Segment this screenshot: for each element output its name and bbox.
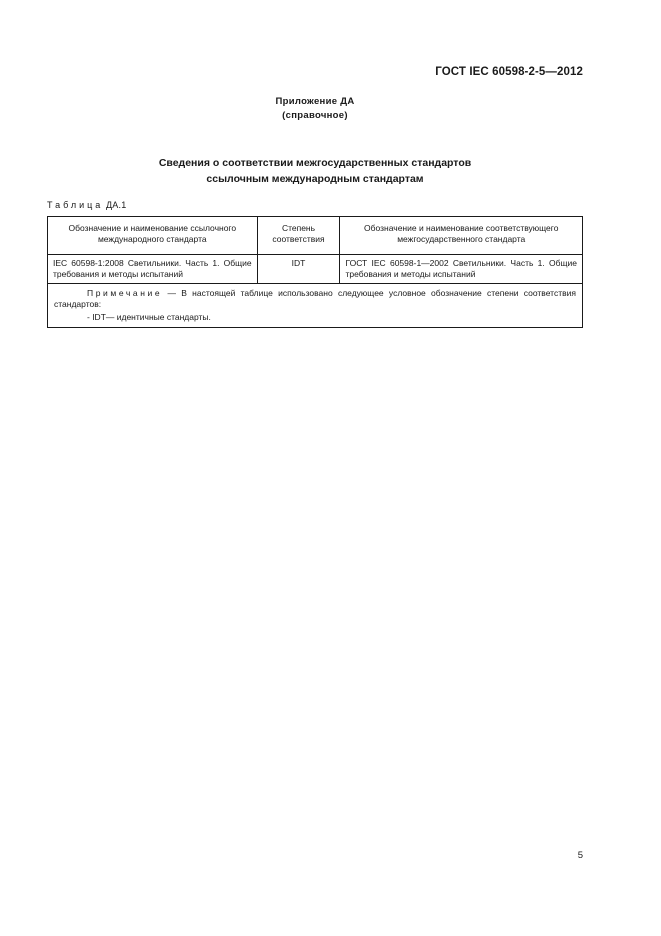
note-item: - IDT— идентичные стандарты.: [87, 312, 211, 322]
cell-interstate-standard: ГОСТ IEC 60598-1—2002 Светильники. Часть 1. Общие требования и методы испытаний: [340, 255, 583, 284]
header-interstate-standard: Обозначение и наименование соответствующего межгосударственного стандарта: [340, 217, 583, 255]
section-title-line1: Сведения о соответствии межгосударственных стандартов: [158, 157, 472, 169]
section-title: [0, 155, 630, 187]
note-text: [54, 288, 576, 310]
annex-subtitle: (справочное): [282, 110, 348, 121]
annex-heading: [0, 95, 630, 123]
note-body: — В настоящей таблице использовано следующее условное обозначение степени соответствия стандартов:: [54, 288, 576, 309]
header-international-standard: Обозначение и наименование ссылочного международного стандарта: [48, 217, 258, 255]
table-header-row: [48, 217, 583, 255]
standard-code: ГОСТ IEC 60598-2-5—2012: [435, 66, 583, 78]
table-note-row: [48, 284, 583, 328]
table-row: [48, 255, 583, 284]
table-caption: [47, 200, 126, 210]
table-caption-number: ДА.1: [106, 200, 127, 210]
annex-title: Приложение ДА: [275, 96, 355, 107]
note-label: Примечание: [87, 288, 163, 298]
correspondence-table: [47, 216, 583, 328]
section-title-line2: ссылочным международным стандартам: [206, 173, 424, 185]
table-note: [48, 284, 583, 328]
cell-international-standard: IEC 60598-1:2008 Светильники. Часть 1. Общие требования и методы испытаний: [48, 255, 258, 284]
cell-degree: IDT: [257, 255, 340, 284]
page-number: 5: [577, 850, 583, 861]
header-degree: Степень соответствия: [257, 217, 340, 255]
table-caption-prefix: Таблица: [47, 200, 104, 210]
